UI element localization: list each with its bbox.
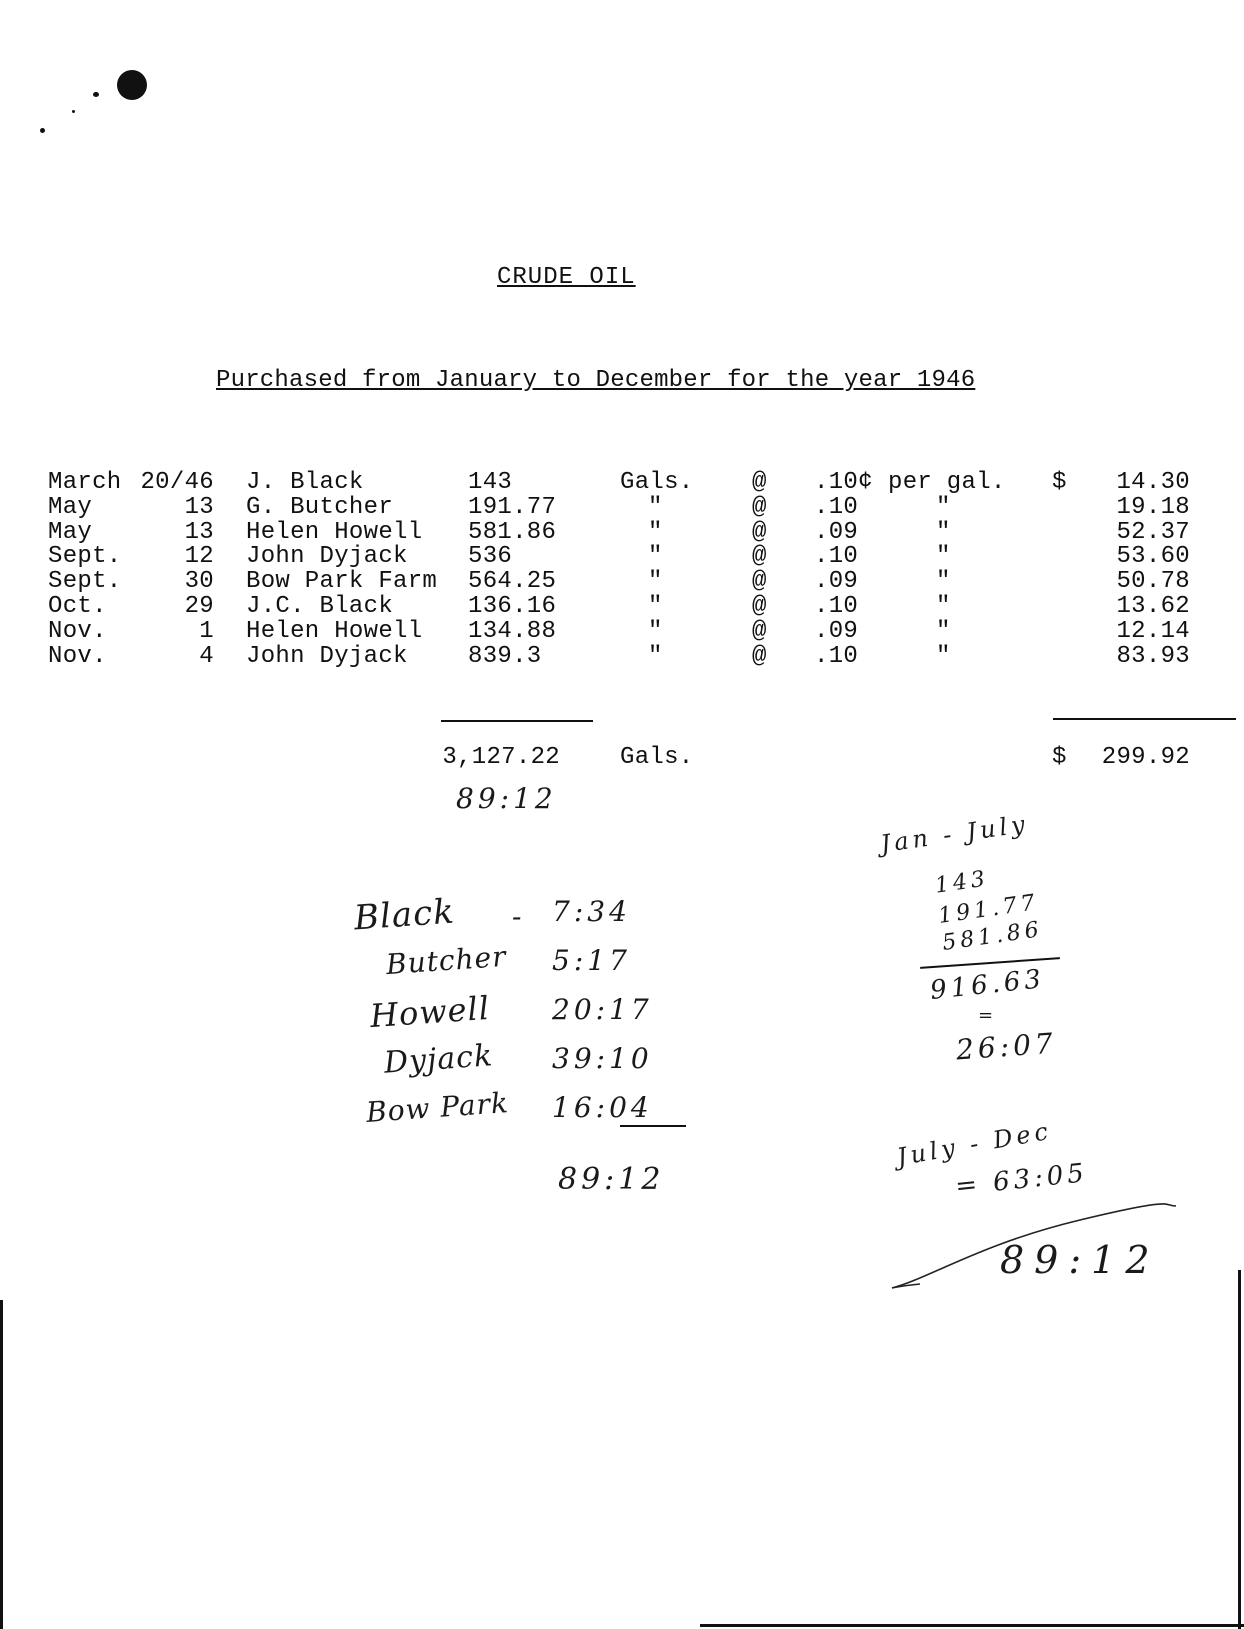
handwritten-breakdown-name: Howell — [368, 988, 492, 1036]
row-per: " — [936, 568, 951, 596]
row-month: May — [48, 518, 93, 546]
row-month: Nov. — [48, 642, 107, 670]
document-title: CRUDE OIL — [497, 264, 636, 291]
row-rate: .10 — [814, 642, 859, 670]
row-amount: 14.30 — [1116, 469, 1190, 496]
row-per: " — [936, 642, 951, 670]
row-per: " — [936, 493, 951, 521]
total-gallons: 3,127.22 — [442, 744, 560, 771]
handwritten-breakdown-value: 5:17 — [552, 944, 631, 977]
row-day: 12 — [184, 543, 214, 571]
row-unit: " — [648, 493, 663, 521]
row-unit: " — [648, 593, 663, 620]
row-day: 30 — [184, 568, 214, 596]
row-name: John Dyjack — [246, 642, 408, 670]
row-amount: 83.93 — [1116, 642, 1190, 670]
row-gallons: 143 — [468, 469, 513, 496]
row-per: " — [936, 543, 951, 571]
row-gallons: 191.77 — [468, 493, 557, 521]
row-gallons: 581.86 — [468, 518, 557, 546]
row-rate: .09 — [814, 568, 859, 596]
row-day: 4 — [199, 642, 214, 670]
row-month: Nov. — [48, 617, 107, 645]
row-unit: " — [648, 543, 663, 571]
handwritten-breakdown-value: 20:17 — [552, 993, 653, 1026]
handwritten-july-dec-result: = 63:05 — [953, 1158, 1090, 1202]
row-amount: 13.62 — [1116, 593, 1190, 620]
row-at: @ — [752, 518, 767, 546]
handwritten-jan-july-result: 26:07 — [954, 1026, 1058, 1067]
row-gallons: 536 — [468, 543, 513, 571]
row-day: 1 — [199, 617, 214, 645]
row-at: @ — [752, 568, 767, 596]
row-month: Oct. — [48, 593, 107, 620]
handwritten-breakdown-total: 89:12 — [558, 1162, 665, 1197]
row-rate: .10 — [814, 543, 859, 571]
row-day: 13 — [184, 493, 214, 521]
row-at: @ — [752, 493, 767, 521]
row-currency: $ — [1052, 469, 1067, 496]
row-rate: .10 — [814, 593, 859, 620]
row-per: " — [936, 617, 951, 645]
handwritten-jan-july-label: Jan - July — [878, 809, 1031, 859]
page-edge-right — [1238, 1270, 1241, 1629]
row-per: " — [936, 593, 951, 620]
handwritten-breakdown-dash: - — [512, 900, 526, 933]
handwritten-breakdown-value: 16:04 — [552, 1091, 653, 1124]
row-amount: 53.60 — [1116, 543, 1190, 571]
scan-speck — [40, 128, 45, 133]
total-unit: Gals. — [620, 744, 694, 771]
row-name: J. Black — [246, 469, 364, 496]
row-month: March — [48, 469, 122, 496]
row-gallons: 839.3 — [468, 642, 542, 670]
row-amount: 19.18 — [1116, 493, 1190, 521]
gallons-total-rule — [441, 720, 593, 722]
handwritten-equals: = — [978, 1005, 998, 1026]
handwritten-breakdown-value: 39:10 — [552, 1042, 653, 1075]
page-edge-bottom — [700, 1624, 1244, 1627]
row-name: G. Butcher — [246, 493, 394, 521]
row-rate: .09 — [814, 518, 859, 546]
row-name: J.C. Black — [246, 593, 394, 620]
handwritten-jan-july-value: 143 — [933, 866, 991, 899]
row-at: @ — [752, 617, 767, 645]
page-edge-left — [0, 1300, 3, 1629]
row-day: 20/46 — [140, 469, 214, 496]
handwritten-jan-july-value: 191.77 — [936, 890, 1041, 929]
handwritten-july-dec-label: July - Dec — [894, 1116, 1054, 1172]
document-subtitle: Purchased from January to December for the year 1946 — [216, 367, 976, 394]
scan-speck — [72, 110, 75, 113]
row-at: @ — [752, 543, 767, 571]
row-month: Sept. — [48, 543, 122, 571]
handwritten-breakdown-name: Black — [352, 891, 457, 939]
row-name: Helen Howell — [246, 617, 423, 645]
row-day: 29 — [184, 593, 214, 620]
row-unit: Gals. — [620, 469, 694, 496]
row-amount: 52.37 — [1116, 518, 1190, 546]
row-at: @ — [752, 642, 767, 670]
row-gallons: 564.25 — [468, 568, 557, 596]
total-amount: 299.92 — [1101, 744, 1190, 771]
scan-speck — [117, 70, 147, 100]
row-gallons: 136.16 — [468, 593, 557, 620]
breakdown-underline — [620, 1125, 686, 1127]
row-per: " — [936, 518, 951, 546]
row-rate: .09 — [814, 617, 859, 645]
row-name: Bow Park Farm — [246, 568, 438, 596]
handwritten-breakdown-name: Butcher — [384, 939, 508, 982]
row-gallons: 134.88 — [468, 617, 557, 645]
handwritten-under-total: 89:12 — [456, 782, 557, 815]
row-rate: .10 — [814, 493, 859, 521]
row-unit: " — [648, 642, 663, 670]
handwritten-jan-july-value: 581.86 — [940, 917, 1045, 956]
total-currency: $ — [1052, 744, 1067, 771]
row-unit: " — [648, 568, 663, 596]
handwritten-breakdown-name: Dyjack — [382, 1038, 495, 1081]
row-unit: " — [648, 518, 663, 546]
row-month: May — [48, 493, 93, 521]
row-amount: 12.14 — [1116, 617, 1190, 645]
handwritten-final-total: 89:12 — [1000, 1238, 1160, 1282]
row-at: @ — [752, 593, 767, 620]
row-unit: " — [648, 617, 663, 645]
row-day: 13 — [184, 518, 214, 546]
scan-speck — [93, 92, 99, 97]
row-at: @ — [752, 469, 767, 496]
row-name: John Dyjack — [246, 543, 408, 571]
row-amount: 50.78 — [1116, 568, 1190, 596]
handwritten-breakdown-name: Bow Park — [365, 1086, 510, 1129]
handwritten-jan-july-sum: 916.63 — [928, 964, 1047, 1006]
row-month: Sept. — [48, 568, 122, 596]
row-per: per gal. — [888, 469, 1006, 496]
row-name: Helen Howell — [246, 518, 423, 546]
amount-total-rule — [1053, 718, 1236, 720]
row-rate: .10¢ — [814, 469, 873, 496]
handwritten-breakdown-value: 7:34 — [552, 895, 631, 928]
